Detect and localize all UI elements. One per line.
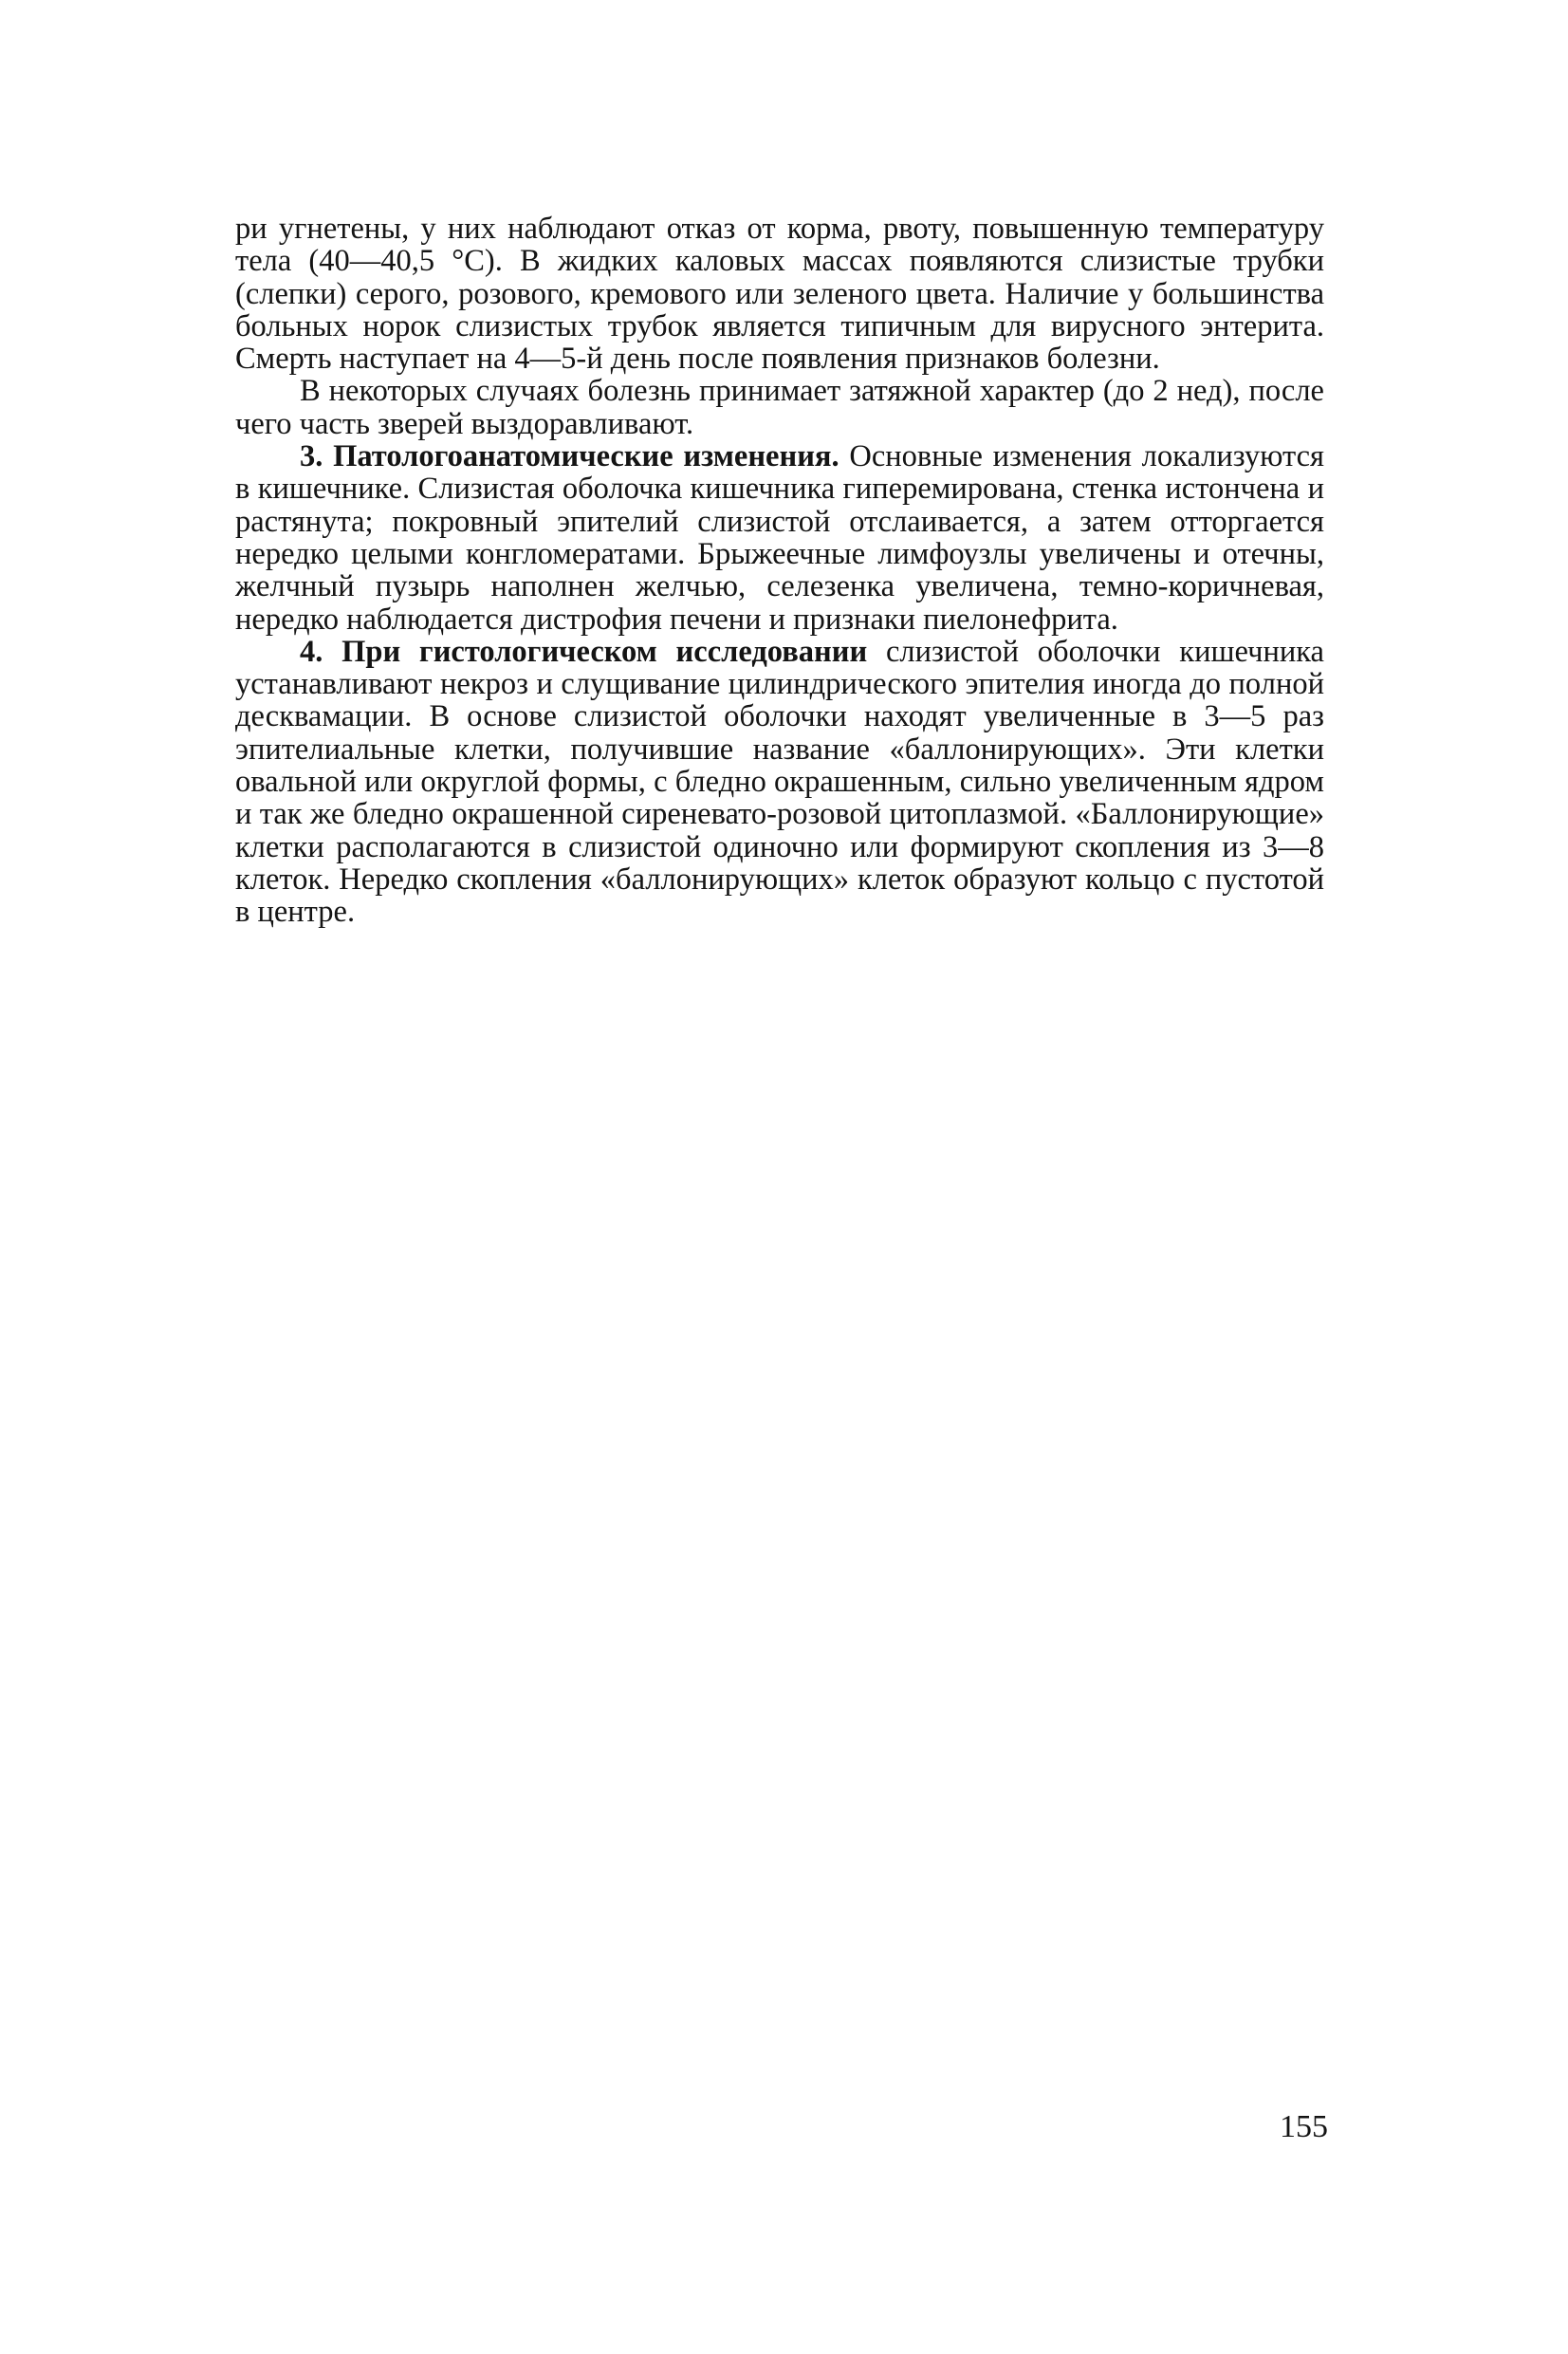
- paragraph-protracted-course: [235, 375, 1324, 440]
- paragraph-histological-study: [235, 636, 1324, 929]
- paragraph-text: слизистой оболочки кишечника устанавливают некроз и слущивание цилиндрического эпителия иногда до полной десквамации. В основе слизистой оболочки находят увеличенные в 3—5 раз эпителиальные клетки, получившие название «баллонирующих». Эти клетки овальной или округлой формы, с бледно окрашенным, сильно увеличенным ядром и так же бледно окрашенной сиреневато-розовой цитоплазмой. «Баллонирующие» клетки располагаются в слизистой одиночно или формируют скопления из 3—8 клеток. Нередко скопления «баллонирующих» клеток образуют кольцо с пустотой в центре.: [235, 634, 1324, 930]
- paragraph-continuation: [235, 213, 1324, 375]
- body-text: [235, 213, 1324, 929]
- section-heading: 4. При гистологическом исследовании: [300, 634, 868, 669]
- paragraph-text: Основные изменения локализуются в кишечнике. Слизистая оболочка кишечника гиперемирована, стенка истончена и растянута; покровный эпителий слизистой отслаивается, а затем отторгается нередко целыми конгломератами. Брыжеечные лимфоузлы увеличены и отечны, желчный пузырь наполнен желчью, селезенка увеличена, темно-коричневая, нередко наблюдается дистрофия печени и признаки пиелонефрита.: [235, 439, 1325, 637]
- paragraph-text: В некоторых случаях болезнь принимает затяжной характер (до 2 нед), после чего часть зверей выздоравливают.: [235, 374, 1324, 441]
- section-heading: 3. Патологоанатомические изменения.: [300, 439, 839, 474]
- paragraph-pathoanatomical-changes: [235, 440, 1324, 636]
- paragraph-text: ри угнетены, у них наблюдают отказ от корма, рвоту, повышенную температуру тела (40—40,5 °С). В жидких каловых массах появляются слизистые трубки (слепки) серого, розового, кремового или зеленого цвета. Наличие у большинства больных норок слизистых трубок является типичным для вирусного энтерита. Смерть наступает на 4—5-й день после появления признаков болезни.: [235, 212, 1324, 377]
- page-number: 155: [1280, 2109, 1328, 2144]
